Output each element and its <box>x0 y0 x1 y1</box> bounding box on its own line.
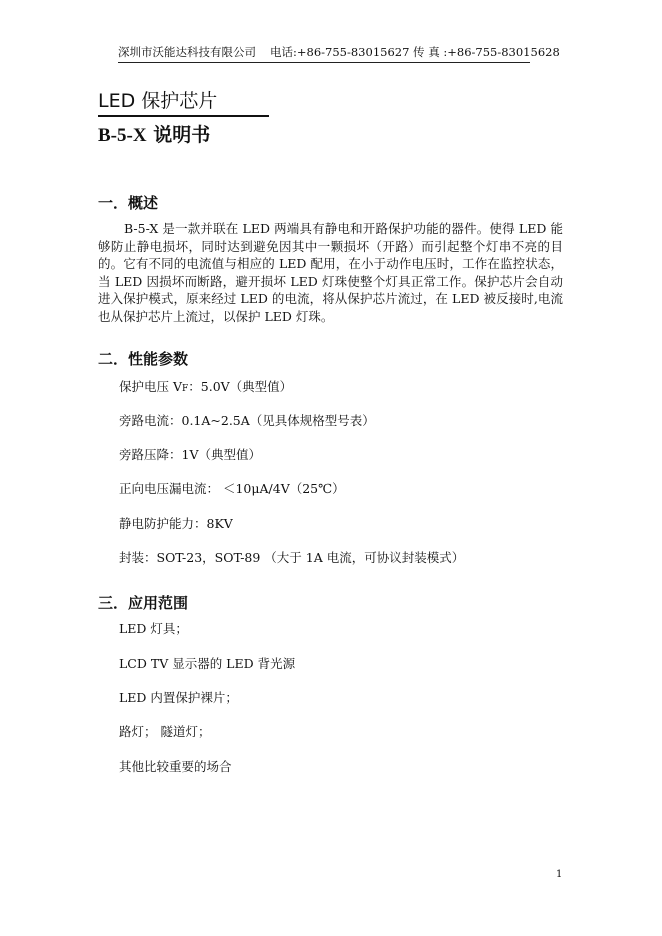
doc-title-line1: LED 保护芯片 <box>98 90 218 112</box>
page-number: 1 <box>556 869 563 880</box>
spec-item: 旁路电流：0.1A~2.5A（见具体规格型号表） <box>119 413 375 428</box>
spec-item-protection-voltage <box>119 377 292 395</box>
application-item: LED 内置保护裸片； <box>119 690 238 705</box>
application-item: LCD TV 显示器的 LED 背光源 <box>119 656 296 671</box>
page-header <box>118 44 560 63</box>
section-heading-applications: 三．应用范围 <box>98 594 189 612</box>
spec-item: 静电防护能力：8KV <box>119 516 233 531</box>
spec-item: 封装：SOT-23，SOT-89 （大于 1A 电流，可协议封装模式） <box>119 550 465 565</box>
overview-paragraph: B-5-X 是一款并联在 LED 两端具有静电和开路保护功能的器件。使得 LED 能够防止静电损坏，同时达到避免因其中一颗损坏（开路）而引起整个灯串不亮的目的。它有不同的电流值与相应的 LED 配用，在小于动作电压时，工作在监控状态，当 LED 因损坏而断路，避开损坏 LED 灯珠使整个灯具正常工作。保护芯片会自动进入保护模式，原来经过 LED 的电流，将从保护芯片流过，在 LED 被反接时,电流也从保护芯片上流过，以保护 LED 灯珠。 <box>98 221 563 324</box>
application-item: LED 灯具； <box>119 621 188 636</box>
spec-vf-prefix: 保护电压 V <box>119 379 183 394</box>
doc-title-line2 <box>98 120 210 147</box>
header-contact: 电话:+86-755-83015627 传 真 :+86-755-83015628 <box>270 45 560 59</box>
application-item: 路灯； 隧道灯； <box>119 724 211 739</box>
spec-item: 正向电压漏电流： ＜10μA/4V（25℃） <box>119 481 345 496</box>
model-number: B-5-X <box>98 125 147 146</box>
application-item: 其他比较重要的场合 <box>119 759 232 774</box>
spec-vf-subscript: F <box>182 384 189 394</box>
header-company: 深圳市沃能达科技有限公司 <box>118 45 256 59</box>
spec-vf-suffix: ：5.0V（典型值） <box>188 379 293 394</box>
spec-item: 旁路压降：1V（典型值） <box>119 447 261 462</box>
title-divider <box>98 115 269 117</box>
section-heading-specs: 二．性能参数 <box>98 350 189 368</box>
section-heading-overview: 一．概述 <box>98 194 159 212</box>
doc-title-suffix: 说明书 <box>153 124 211 146</box>
